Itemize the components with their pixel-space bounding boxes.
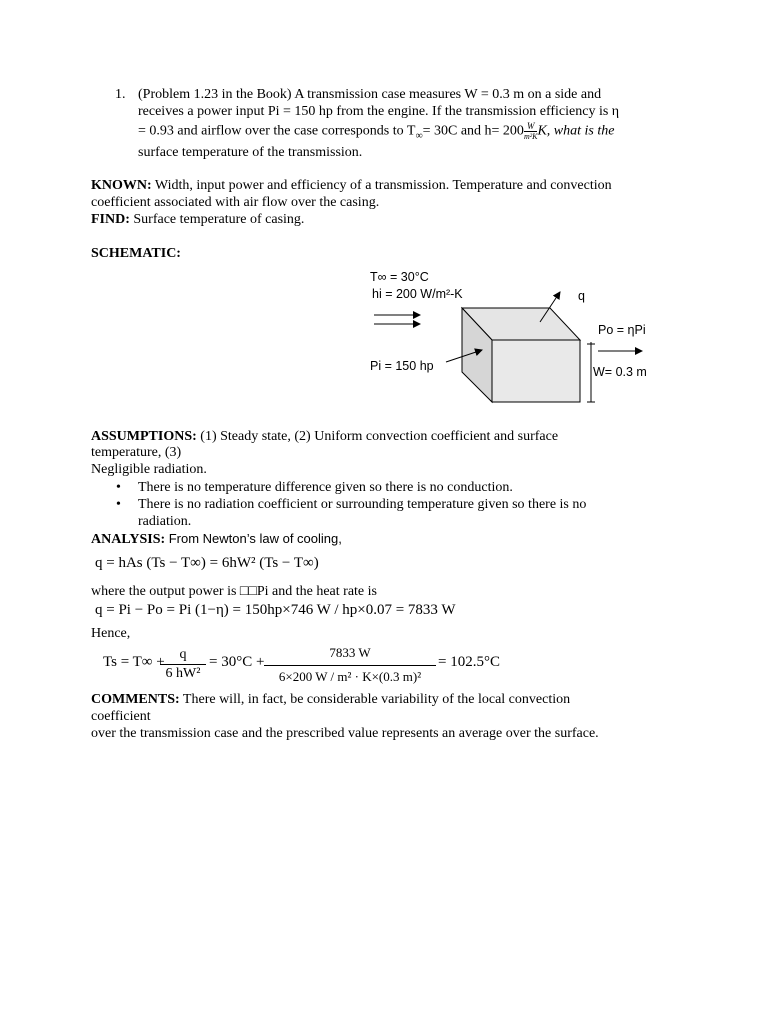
eq3-lhs: Ts = T∞ + — [103, 654, 165, 670]
analysis-label: ANALYSIS: — [91, 532, 166, 547]
eq3-fraction-2 — [264, 645, 436, 685]
schematic-t-inf: T∞ = 30°C — [370, 270, 429, 284]
problem-line-2: receives a power input Pi = 150 hp from the engine. If the transmission efficiency is η — [138, 104, 620, 119]
problem-number: 1. — [115, 87, 126, 102]
assumptions-label: ASSUMPTIONS: — [91, 429, 197, 444]
schematic-h-i: hi = 200 W/m²-K — [372, 287, 463, 301]
schematic-p-i: Pi = 150 hp — [370, 359, 434, 373]
problem-line-3-a: = 0.93 and airflow over the case corresponds to T — [138, 123, 416, 139]
schematic-label: SCHEMATIC: — [91, 246, 181, 261]
assumption-bullet-2: There is no radiation coefficient or surrounding temperature given so there is no — [138, 497, 587, 512]
assumptions-line-1 — [91, 429, 558, 445]
comments-text-3: over the transmission case and the prescribed value represents an average over the surface. — [91, 726, 599, 741]
bullet-icon: • — [116, 497, 121, 512]
comments-label: COMMENTS: — [91, 692, 180, 707]
known-label: KNOWN: — [91, 178, 152, 193]
schematic-p-o: Po = ηPi — [598, 323, 646, 337]
eq3-fraction-1-den: 6 hW² — [165, 666, 201, 681]
comments-text-1: There will, in fact, be considerable variability of the local convection — [182, 692, 571, 707]
known-text-1: Width, input power and efficiency of a transmission. Temperature and convection — [154, 178, 612, 193]
missing-glyph-icon: □□ — [239, 584, 257, 599]
problem-line-3-inf: ∞ — [415, 130, 423, 142]
problem-line-3-fraction — [524, 122, 538, 141]
eq3-mid: = 30°C + — [209, 654, 265, 670]
problem-line-3 — [138, 122, 614, 142]
assumptions-text-3: Negligible radiation. — [91, 462, 207, 477]
comments-text-2: coefficient — [91, 709, 151, 724]
problem-line-4: surface temperature of the transmission. — [138, 145, 363, 160]
assumptions-text-1: (1) Steady state, (2) Uniform convection coefficient and surface — [200, 429, 559, 444]
hence-text: Hence, — [91, 626, 131, 641]
analysis-output-line — [91, 584, 377, 600]
find-line — [91, 212, 304, 228]
eq3-fraction-1 — [160, 647, 206, 682]
fraction-denominator: m²K — [523, 132, 538, 141]
schematic-w: W= 0.3 m — [593, 365, 647, 379]
problem-line-3-b: = 30C and h= 200 — [422, 123, 524, 139]
assumption-bullet-2-cont: radiation. — [138, 514, 192, 529]
eq3-result: = 102.5°C — [438, 654, 500, 670]
analysis-line — [91, 531, 342, 548]
known-text-2: coefficient associated with air flow over the casing. — [91, 195, 380, 210]
comments-line-1 — [91, 692, 570, 708]
transmission-box — [462, 308, 580, 402]
find-text: Surface temperature of casing. — [133, 212, 305, 227]
known-line-1 — [91, 178, 612, 194]
assumptions-text-2: temperature, (3) — [91, 445, 182, 460]
analysis-output-text-b: Pi and the heat rate is — [256, 584, 377, 599]
fraction-numerator: W — [524, 122, 538, 132]
analysis-intro: From Newton’s law of cooling, — [168, 531, 342, 546]
equation-heat-rate: q = Pi − Po = Pi (1−η) = 150hp×746 W / hp×0.07 = 7833 W — [95, 602, 456, 618]
problem-line-3-c: K, what is the — [537, 123, 615, 139]
eq3-fraction-2-num: 7833 W — [264, 645, 436, 666]
assumption-bullet-1: There is no temperature difference given so there is no conduction. — [138, 480, 513, 495]
eq3-fraction-2-den: 6×200 W / m² · K×(0.3 m)² — [278, 669, 422, 684]
analysis-output-text: where the output power is — [91, 584, 240, 599]
eq3-fraction-1-num: q — [160, 647, 206, 665]
equation-newton-cooling: q = hAs (Ts − T∞) = 6hW² (Ts − T∞) — [95, 555, 319, 571]
find-label: FIND: — [91, 212, 130, 227]
schematic-q: q — [578, 289, 585, 303]
schematic-diagram — [360, 262, 680, 412]
bullet-icon: • — [116, 480, 121, 495]
airflow-arrows — [374, 315, 420, 324]
problem-line-1: (Problem 1.23 in the Book) A transmission case measures W = 0.3 m on a side and — [138, 87, 602, 102]
